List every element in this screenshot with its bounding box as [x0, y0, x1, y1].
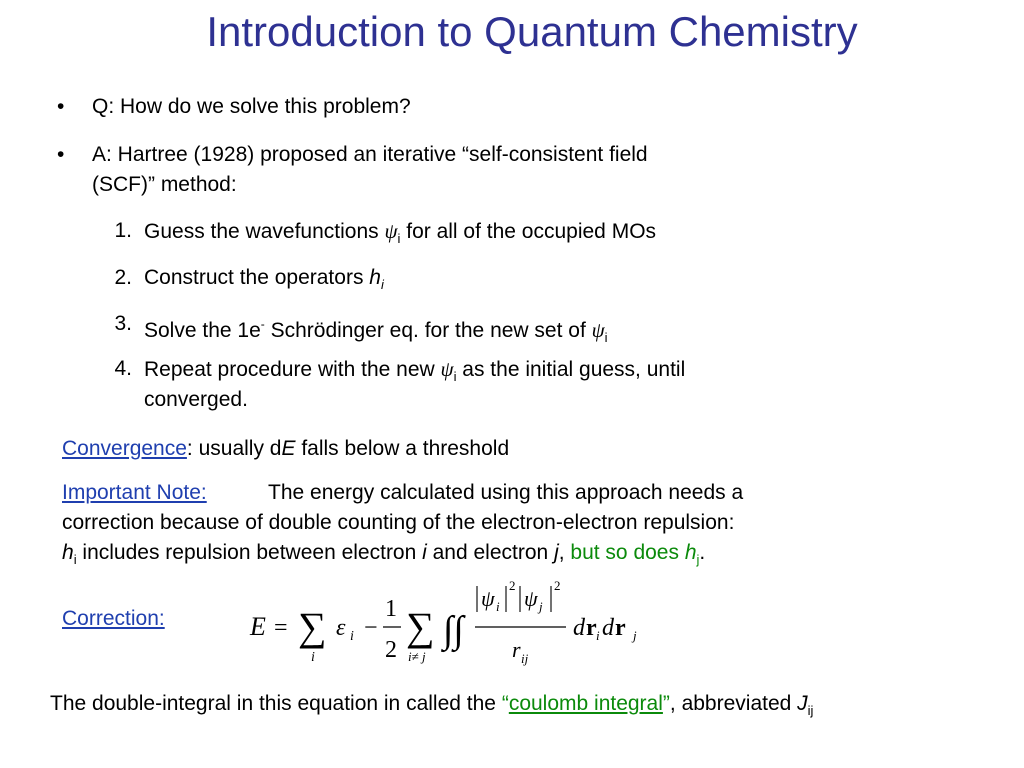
subscript: i	[73, 552, 77, 567]
slide-title: Introduction to Quantum Chemistry	[206, 8, 858, 55]
green-emphasis	[570, 541, 700, 567]
green-text: but so does	[570, 541, 685, 564]
psi-symbol: ψ	[440, 357, 454, 381]
bullet-marker: •	[57, 143, 65, 166]
bullet-marker: •	[57, 95, 65, 118]
eq-r-sub: ij	[521, 651, 529, 666]
step-text: Repeat procedure with the new	[144, 358, 441, 381]
eq-psi-j: ψ	[524, 586, 538, 611]
eq-r: r	[512, 637, 521, 662]
step-number: 2.	[114, 266, 132, 289]
j-symbol: j	[554, 541, 559, 564]
eq-psi-i-sub: i	[496, 599, 500, 614]
bullet-answer-line1: A: Hartree (1928) proposed an iterative “self-consistent field	[92, 143, 648, 166]
step-number: 4.	[114, 357, 132, 380]
footer-line	[50, 692, 813, 723]
eq-sum-index: i	[311, 650, 315, 665]
eq-sum-2: ∑	[406, 604, 435, 649]
note-line3	[62, 541, 705, 572]
eq-d: d	[573, 615, 585, 641]
step-3	[144, 312, 608, 350]
psi-symbol: ψ	[591, 318, 605, 342]
convergence-link[interactable]: Convergence	[62, 437, 187, 460]
bullet-question: Q: How do we solve this problem?	[92, 95, 411, 118]
step-number: 1.	[114, 219, 132, 242]
eq-denominator-2: 2	[385, 637, 397, 663]
convergence-text: falls below a threshold	[295, 437, 510, 460]
eq-sup-2: 2	[554, 578, 561, 593]
important-note-link[interactable]: Important Note:	[62, 481, 207, 504]
eq-psi-j-sub: j	[539, 599, 543, 614]
subscript: ij	[807, 703, 814, 718]
h-symbol: h	[684, 541, 697, 564]
note-text: includes repulsion between electron	[76, 541, 423, 564]
step-text: as the initial guess, until	[456, 358, 686, 381]
eq-E: E	[250, 612, 266, 641]
step-text: for all of the occupied MOs	[400, 220, 657, 243]
eq-epsilon-sub: i	[350, 629, 354, 644]
eq-epsilon: ε	[336, 615, 346, 641]
h-symbol: h	[369, 266, 381, 289]
psi-symbol: ψ	[384, 219, 398, 243]
eq-sum-2-index: i≠ j	[408, 649, 426, 664]
subscript: i	[453, 369, 457, 384]
eq-r-bold: r	[586, 615, 597, 641]
step-4	[144, 357, 685, 389]
note-text: ,	[558, 541, 571, 564]
step-4-line2: converged.	[144, 388, 248, 411]
eq-sup-2: 2	[509, 578, 516, 593]
j-symbol: J	[797, 692, 808, 715]
eq-d: d	[602, 615, 614, 641]
correction-equation	[240, 574, 660, 674]
bullet-answer-line2: (SCF)” method:	[92, 173, 237, 196]
convergence-text: : usually d	[186, 437, 282, 460]
subscript: i	[397, 231, 401, 246]
i-symbol: i	[422, 541, 427, 564]
correction-link[interactable]: Correction:	[62, 607, 165, 630]
note-line1: The energy calculated using this approach needs a	[268, 481, 744, 504]
eq-equals: =	[274, 615, 288, 641]
step-number: 3.	[114, 312, 132, 335]
superscript: -	[260, 317, 265, 331]
note-text: and electron	[426, 541, 555, 564]
step-text: Guess the wavefunctions	[144, 220, 385, 243]
eq-sum-1: ∑	[298, 604, 327, 649]
step-text: Construct the operators	[144, 266, 370, 289]
coulomb-integral-link[interactable]: coulomb integral	[508, 692, 663, 715]
eq-double-integral: ∫∫	[443, 609, 464, 651]
quote-open: “	[501, 692, 509, 715]
energy-symbol: E	[281, 437, 296, 460]
step-text: Solve the 1e	[144, 319, 261, 342]
footer-text: , abbreviated	[669, 692, 798, 715]
eq-psi-i: ψ	[481, 586, 495, 611]
note-text: .	[699, 541, 706, 564]
step-2	[144, 266, 384, 297]
eq-r-bold: r	[615, 615, 626, 641]
subscript: i	[604, 330, 608, 345]
h-symbol: h	[62, 541, 74, 564]
quote-close: ”	[662, 692, 670, 715]
eq-numerator-1: 1	[385, 596, 397, 622]
step-text: Schrödinger eq. for the new set of	[264, 319, 592, 342]
convergence-line	[62, 437, 509, 461]
eq-r-sub-j: j	[633, 628, 637, 643]
eq-minus: −	[364, 615, 378, 641]
subscript: i	[380, 277, 384, 292]
subscript: j	[696, 552, 700, 567]
note-line2: correction because of double counting of the electron-electron repulsion:	[62, 511, 735, 534]
eq-r-sub-i: i	[596, 628, 600, 643]
step-1	[144, 219, 656, 251]
footer-text: The double-integral in this equation in called the	[50, 692, 502, 715]
